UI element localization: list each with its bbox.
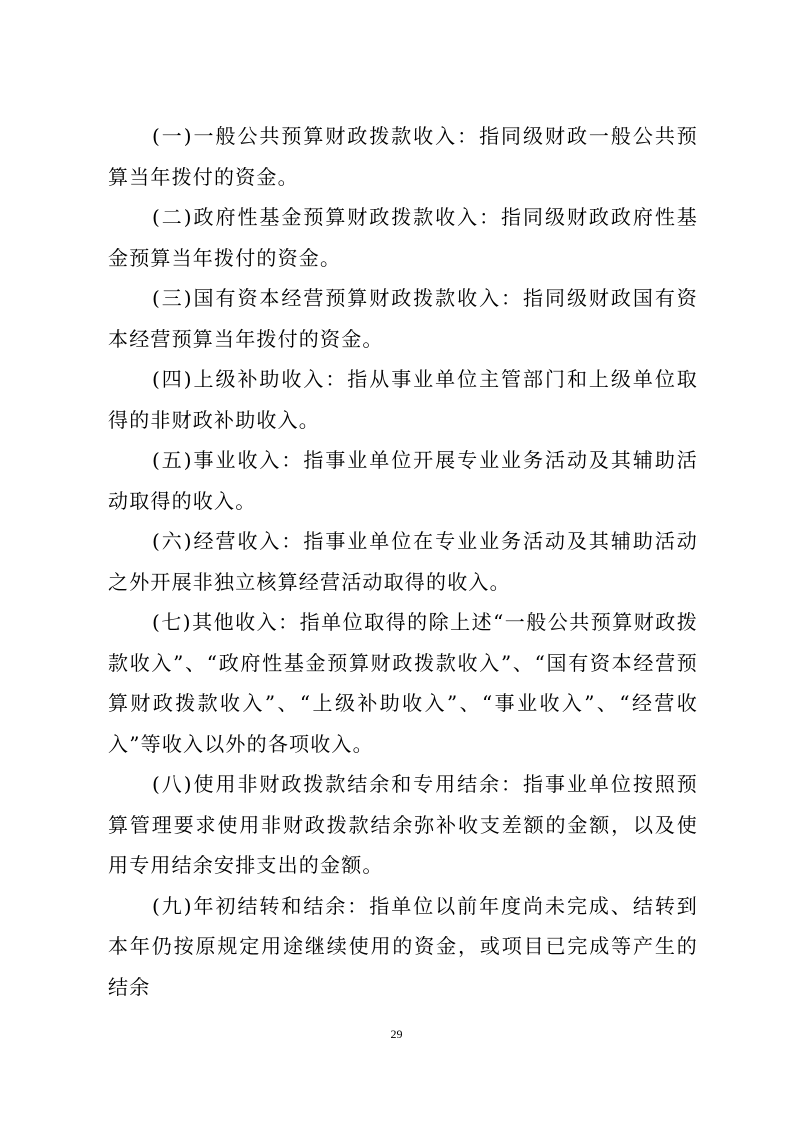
- paragraph-operating-income: (六)经营收入：指事业单位在专业业务活动及其辅助活动之外开展非独立核算经营活动取得的收入。: [108, 529, 698, 594]
- paragraph-business-income: (五)事业收入：指事业单位开展专业业务活动及其辅助活动取得的收入。: [108, 448, 698, 513]
- paragraph-carryover-and-surplus: (九)年初结转和结余：指单位以前年度尚未完成、结转到本年仍按原规定用途继续使用的资金，或项目已完成等产生的结余: [108, 893, 698, 999]
- paragraph-use-of-surplus: (八)使用非财政拨款结余和专用结余：指事业单位按照预算管理要求使用非财政拨款结余弥补收支差额的金额，以及使用专用结余安排支出的金额。: [108, 772, 698, 877]
- paragraph-other-income: (七)其他收入：指单位取得的除上述“一般公共预算财政拨款收入”、“政府性基金预算财政拨款收入”、“国有资本经营预算财政拨款收入”、“上级补助收入”、“事业收入”、“经营收入”等收入以外的各项收入。: [108, 610, 698, 756]
- paragraph-state-capital-budget-income: (三)国有资本经营预算财政拨款收入：指同级财政国有资本经营预算当年拨付的资金。: [108, 286, 698, 351]
- paragraph-general-public-budget-income: (一)一般公共预算财政拨款收入：指同级财政一般公共预算当年拨付的资金。: [108, 124, 698, 189]
- paragraph-superior-subsidy-income: (四)上级补助收入：指从事业单位主管部门和上级单位取得的非财政补助收入。: [108, 367, 698, 432]
- paragraph-government-fund-budget-income: (二)政府性基金预算财政拨款收入：指同级财政政府性基金预算当年拨付的资金。: [108, 205, 698, 270]
- body-text: [108, 116, 698, 1007]
- page-number: 29: [390, 1027, 403, 1041]
